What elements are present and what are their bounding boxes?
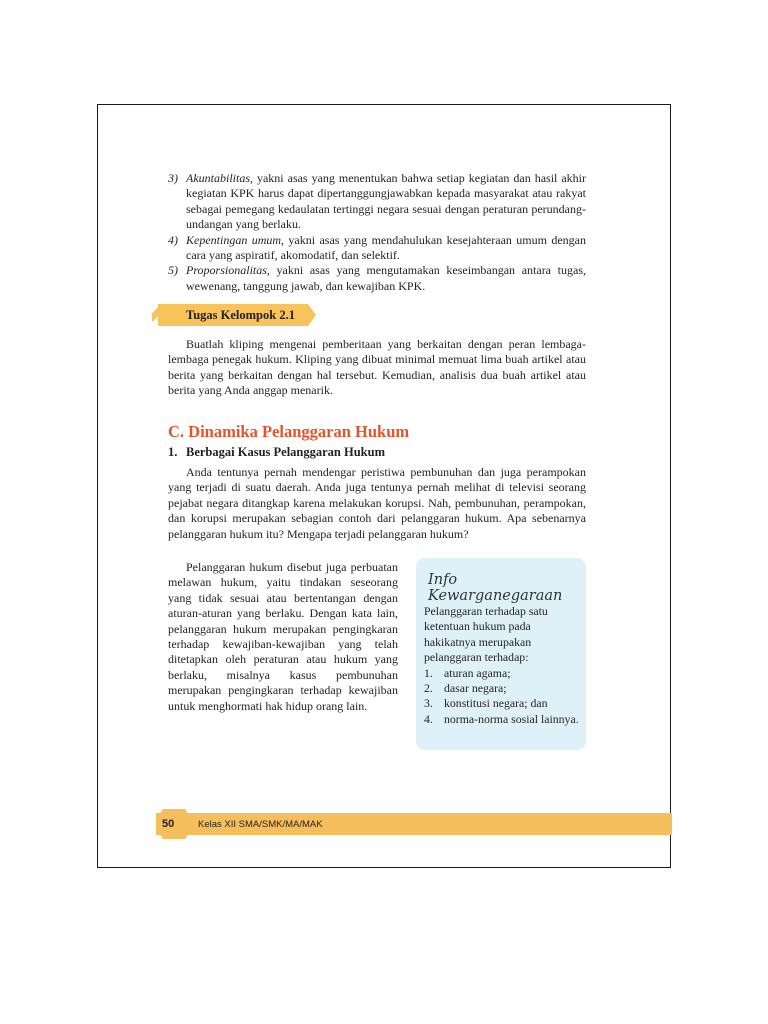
info-list: [424, 666, 582, 728]
info-title: Info Kewarganegaraan: [428, 572, 563, 604]
subsection-title: 1. Berbagai Kasus Pelanggaran Hukum: [168, 445, 385, 459]
list-item: 4. norma-norma sosial lainnya.: [424, 711, 579, 726]
info-intro: Pelanggaran terhadap satu ketentuan hukum pada hakikatnya merupakan pelanggaran terhadap:: [424, 604, 548, 665]
tugas-instructions: Buatlah kliping mengenai pemberitaan yang berkaitan dengan peran lembaga-lembaga penegak hukum. Kliping yang dibuat minimal memuat lima buah artikel atau berita yang berkaitan dengan hal tersebut. Kemudian, analisis dua buah artikel atau berita yang Anda anggap menarik.: [168, 337, 586, 398]
kpk-principles-list: [168, 171, 586, 294]
footer-text: Kelas XII SMA/SMK/MA/MAK: [198, 819, 323, 830]
list-item: 3) Akuntabilitas, yakni asas yang menentukan bahwa setiap kegiatan dan hasil akhir kegiatan KPK harus dapat dipertanggungjawabkan kepada masyarakat atau rakyat sebagai pemegang kedaulatan tertinggi negara sesuai dengan peraturan perundang-undangan yang berlaku.: [168, 171, 586, 232]
book-page: [97, 104, 671, 868]
list-item: 1. aturan agama;: [424, 665, 511, 680]
list-item: 5) Proporsionalitas, yakni asas yang mengutamakan keseimbangan antara tugas, wewenang, tanggung jawab, dan kewajiban KPK.: [168, 263, 586, 293]
tugas-kelompok-banner: [158, 304, 308, 326]
list-item: 3. konstitusi negara; dan: [424, 696, 548, 711]
list-item: 4) Kepentingan umum, yakni asas yang mendahulukan kesejahteraan umum dengan cara yang aspiratif, akomodatif, dan selektif.: [168, 232, 586, 263]
intro-paragraph: Anda tentunya pernah mendengar peristiwa pembunuhan dan juga perampokan yang terjadi di suatu daerah. Anda juga tentunya pernah melihat di televisi seorang pejabat negara ditangkap karena melakukan korupsi. Nah, pembunuhan, perampokan, dan korupsi merupakan sebagian contoh dari pelanggaran hukum. Apa sebenarnya pelanggaran hukum itu? Mengapa terjadi pelanggaran hukum?: [168, 465, 586, 541]
definition-paragraph: Pelanggaran hukum disebut juga perbuatan melawan hukum, yaitu tindakan seseorang yang tidak sesuai atau bertentangan dengan aturan-aturan yang berlaku. Dengan kata lain, pelanggaran hukum merupakan pengingkaran terhadap kewajiban-kewajiban yang telah ditetapkan oleh peraturan atau hukum yang berlaku, misalnya kasus pembunuhan merupakan pengingkaran terhadap kewajiban untuk menghormati hak hidup orang lain.: [168, 560, 398, 713]
term: Akuntabilitas: [186, 171, 250, 185]
section-title: C. Dinamika Pelanggaran Hukum: [168, 422, 410, 441]
info-box: [416, 558, 586, 750]
tugas-label: Tugas Kelompok 2.1: [186, 308, 295, 322]
term: Proporsionalitas: [186, 263, 267, 278]
info-body: [424, 604, 582, 727]
page-number: 50: [162, 818, 175, 830]
list-item: 2. dasar negara;: [424, 681, 507, 696]
term: Kepentingan umum: [186, 232, 282, 247]
